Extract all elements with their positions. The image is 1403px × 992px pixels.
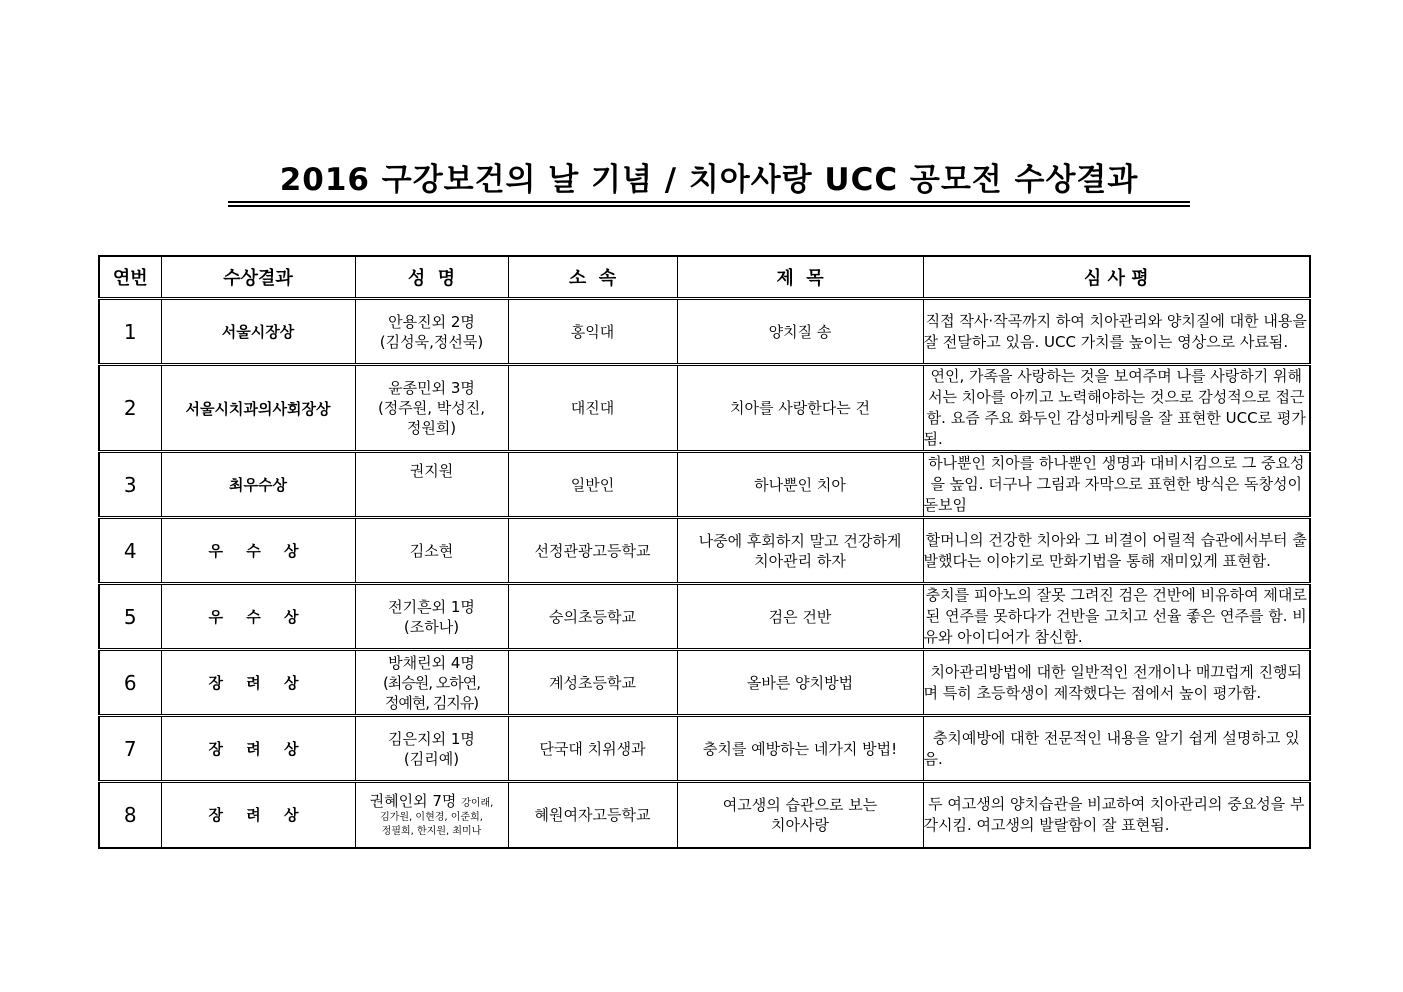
row-no: 2 xyxy=(99,365,161,452)
row-no: 1 xyxy=(99,299,161,365)
row-work xyxy=(677,716,923,782)
row-award: 최우수상 xyxy=(161,452,355,518)
row-name xyxy=(355,518,508,584)
work-line: 치아를 사랑한다는 건 xyxy=(730,399,870,417)
work-line: 검은 건반 xyxy=(768,607,832,626)
title-block xyxy=(228,158,1190,202)
table-row xyxy=(99,584,1310,650)
table-header-row xyxy=(99,256,1310,299)
row-award: 장 려 상 xyxy=(161,716,355,782)
row-affiliation: 홍익대 xyxy=(508,299,677,365)
row-work xyxy=(677,518,923,584)
row-award: 서울시장상 xyxy=(161,299,355,365)
row-review: 할머니의 건강한 치아와 그 비결이 어릴적 습관에서부터 출발했다는 이야기로 만화기법을 통해 재미있게 표현함. xyxy=(923,518,1310,584)
row-review: 두 여고생의 양치습관을 비교하여 치아관리의 중요성을 부각시킴. 여고생의 발랄함이 잘 표현됨. xyxy=(923,782,1310,848)
name-line: 방채린외 4명 xyxy=(388,653,475,672)
row-no: 3 xyxy=(99,452,161,518)
row-award: 서울시치과의사회장상 xyxy=(161,365,355,452)
work-line: 하나뿐인 치아 xyxy=(754,475,846,494)
header-award: 수상결과 xyxy=(161,256,355,299)
name-line: 전기흔외 1명 xyxy=(388,597,475,616)
row-name xyxy=(355,452,508,518)
row-review: 치아관리방법에 대한 일반적인 전개이나 매끄럽게 진행되며 특히 초등학생이 제작했다는 점에서 높이 평가함. xyxy=(923,650,1310,716)
row-no: 4 xyxy=(99,518,161,584)
row-work xyxy=(677,782,923,848)
name-line: 정원희) xyxy=(406,419,457,437)
row-affiliation: 계성초등학교 xyxy=(508,650,677,716)
row-no: 8 xyxy=(99,782,161,848)
work-line: 치아사랑 xyxy=(771,815,829,834)
name-line: 정필희, 한지원, 최미나 xyxy=(381,825,482,837)
row-affiliation: 대진대 xyxy=(508,365,677,452)
row-award: 장 려 상 xyxy=(161,782,355,848)
table-row xyxy=(99,299,1310,365)
name-line: (김리예) xyxy=(403,749,460,768)
row-review: 연인, 가족을 사랑하는 것을 보여주며 나를 사랑하기 위해서는 치아를 아끼고 노력해야하는 것으로 감성적으로 접근함. 요즘 주요 화두인 감성마케팅을 잘 표현한 UCC로 평가됨. xyxy=(923,365,1310,452)
name-line: 안용진외 2명 xyxy=(388,312,475,331)
name-extra: 강이래, xyxy=(461,797,494,809)
row-award: 우 수 상 xyxy=(161,584,355,650)
row-no: 6 xyxy=(99,650,161,716)
header-affiliation: 소 속 xyxy=(508,256,677,299)
name-line: 권지원 xyxy=(409,462,454,480)
table-row xyxy=(99,452,1310,518)
header-no: 연번 xyxy=(99,256,161,299)
name-main: 권혜인외 7명 xyxy=(369,791,457,810)
name-line: (김성욱,정선묵) xyxy=(379,332,484,351)
name-line: 윤종민외 3명 xyxy=(388,379,475,397)
work-line: 충치를 예방하는 네가지 방법! xyxy=(702,739,898,758)
header-review: 심 사 평 xyxy=(923,256,1310,299)
row-work xyxy=(677,452,923,518)
name-line: (정주원, 박성진, xyxy=(377,399,486,417)
row-name xyxy=(355,782,508,848)
header-name: 성 명 xyxy=(355,256,508,299)
row-name xyxy=(355,365,508,452)
page-title: 2016 구강보건의 날 기념 / 치아사랑 UCC 공모전 수상결과 xyxy=(279,162,1139,198)
row-review: 직접 작사·작곡까지 하여 치아관리와 양치질에 대한 내용을 잘 전달하고 있음. UCC 가치를 높이는 영상으로 사료됨. xyxy=(923,299,1310,365)
row-name xyxy=(355,584,508,650)
row-work xyxy=(677,299,923,365)
work-line: 나중에 후회하지 말고 건강하게 xyxy=(698,531,902,550)
name-line: 김은지외 1명 xyxy=(388,729,475,748)
table-row xyxy=(99,716,1310,782)
name-line: 김가원, 이현경, 이준희, xyxy=(380,811,483,823)
row-affiliation: 일반인 xyxy=(508,452,677,518)
row-award: 우 수 상 xyxy=(161,518,355,584)
award-results-table xyxy=(98,255,1311,849)
name-line: 정예현, 김지유) xyxy=(384,693,479,712)
work-line: 여고생의 습관으로 보는 xyxy=(722,795,878,814)
table-row xyxy=(99,650,1310,716)
header-work: 제 목 xyxy=(677,256,923,299)
name-line: 김소현 xyxy=(409,541,454,560)
title-underline xyxy=(228,201,1190,203)
work-line: 치아관리 하자 xyxy=(754,551,846,570)
row-affiliation: 선정관광고등학교 xyxy=(508,518,677,584)
row-name xyxy=(355,650,508,716)
table-row xyxy=(99,518,1310,584)
title-underline-double xyxy=(228,205,1190,207)
row-affiliation: 단국대 치위생과 xyxy=(508,716,677,782)
row-name xyxy=(355,716,508,782)
row-no: 7 xyxy=(99,716,161,782)
row-no: 5 xyxy=(99,584,161,650)
name-line: (조하나) xyxy=(403,617,460,636)
table-row xyxy=(99,365,1310,452)
name-line: (최승원, 오하연, xyxy=(382,673,481,692)
row-review: 하나뿐인 치아를 하나뿐인 생명과 대비시킴으로 그 중요성을 높임. 더구나 그림과 자막으로 표현한 방식은 독창성이 돋보임 xyxy=(923,452,1310,518)
row-work xyxy=(677,650,923,716)
row-affiliation: 숭의초등학교 xyxy=(508,584,677,650)
work-line: 올바른 양치방법 xyxy=(746,673,854,692)
row-review: 충치예방에 대한 전문적인 내용을 알기 쉽게 설명하고 있음. xyxy=(923,716,1310,782)
row-award: 장 려 상 xyxy=(161,650,355,716)
work-line: 양치질 송 xyxy=(768,322,832,341)
row-work xyxy=(677,584,923,650)
row-review: 충치를 피아노의 잘못 그려진 검은 건반에 비유하여 제대로 된 연주를 못하다가 건반을 고치고 선율 좋은 연주를 함. 비유와 아이디어가 참신함. xyxy=(923,584,1310,650)
name-line xyxy=(356,791,508,811)
row-name xyxy=(355,299,508,365)
row-affiliation: 혜원여자고등학교 xyxy=(508,782,677,848)
row-work xyxy=(677,365,923,452)
table-row xyxy=(99,782,1310,848)
